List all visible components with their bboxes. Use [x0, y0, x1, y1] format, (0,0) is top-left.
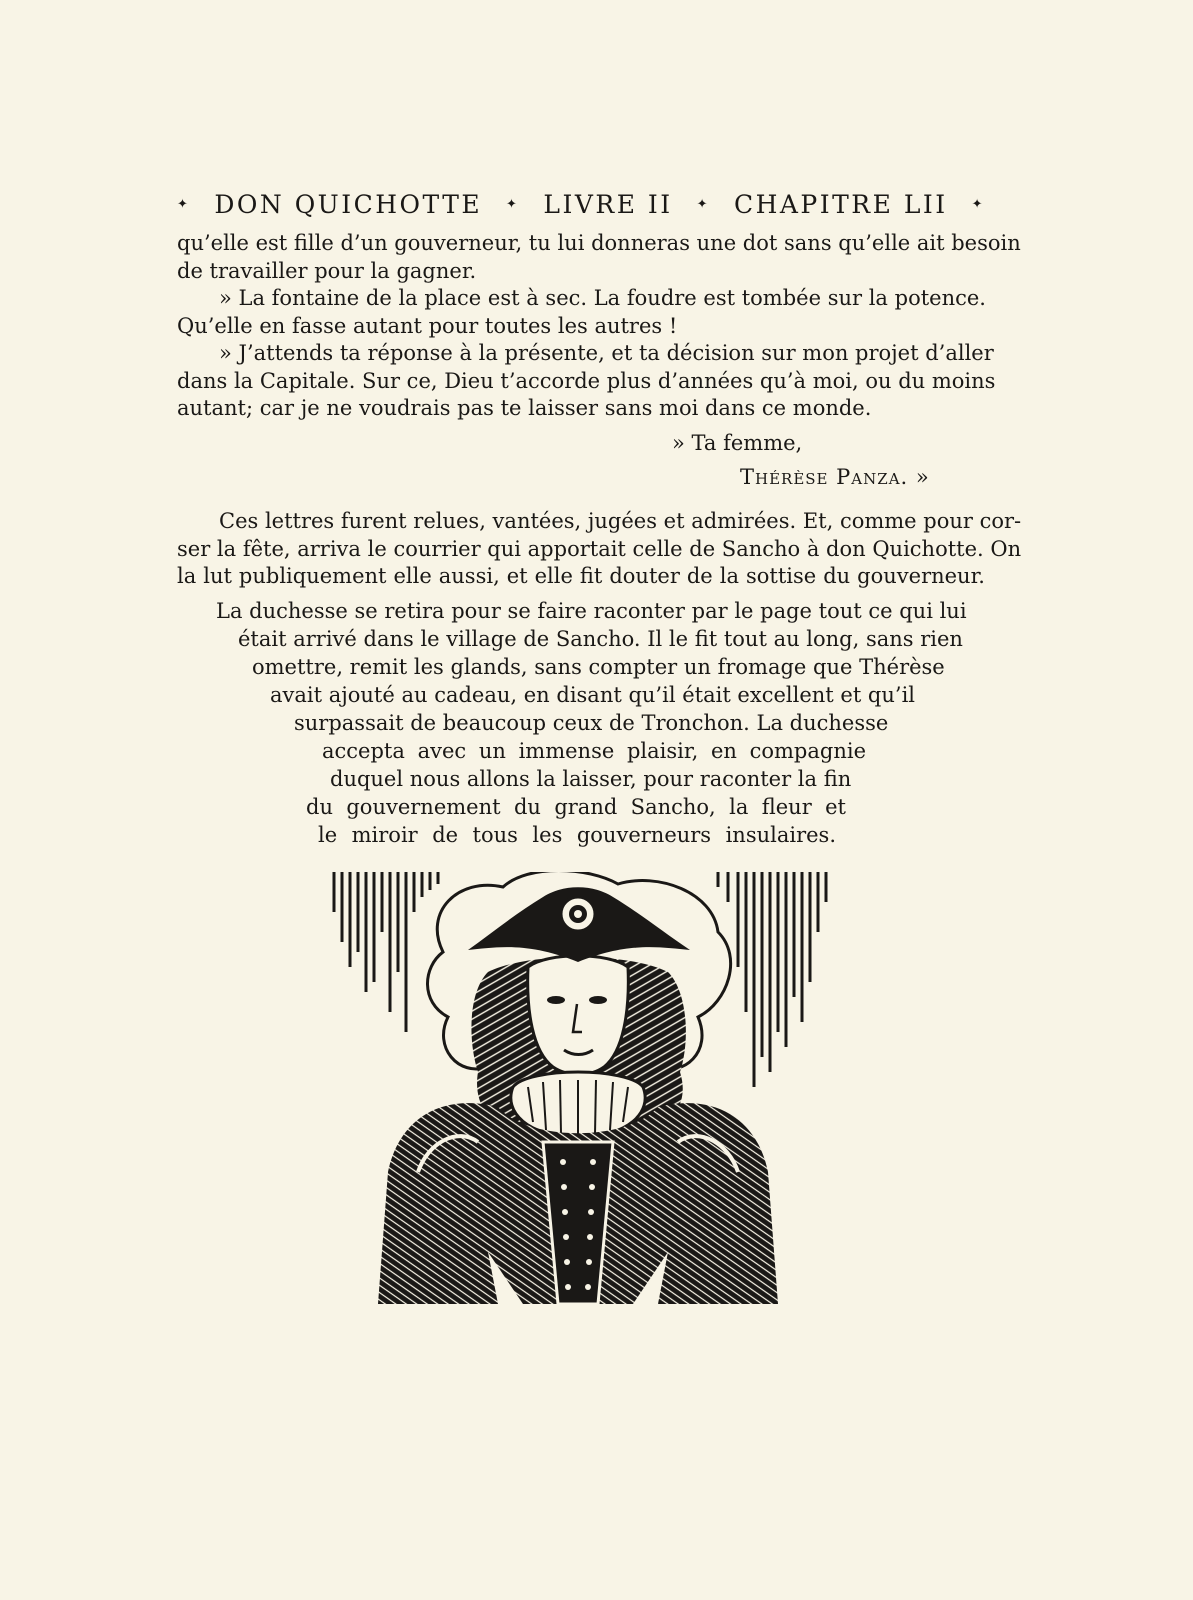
letter-text [177, 230, 1021, 423]
tapered-line: était arrivé dans le village de Sancho. Il le fit tout au long, sans rien [238, 627, 963, 651]
header-title: DON QUICHOTTE [214, 190, 483, 219]
text-line: qu’elle est fille d’un gouverneur, tu lui donneras une dot sans qu’elle ait besoin [177, 231, 1021, 255]
text-line: dans la Capitale. Sur ce, Dieu t’accorde plus d’années qu’à moi, ou du moins [177, 368, 996, 393]
letter-closing: » Ta femme, [672, 431, 803, 455]
curtain-left [334, 872, 438, 1032]
ornament-diamond: ✦ [696, 197, 711, 212]
text-line: autant; car je ne voudrais pas te laisser sans moi dans ce monde. [177, 396, 872, 420]
text-line: la lut publiquement elle aussi, et elle fit douter de la sottise du gouverneur. [177, 564, 985, 588]
face [528, 956, 629, 1075]
narrative-text [177, 508, 1022, 591]
tapered-line: omettre, remit les glands, sans compter un fromage que Thérèse [252, 655, 945, 679]
text-line: Ces lettres furent relues, vantées, jugées et admirées. Et, comme pour cor- [219, 509, 1022, 533]
header-book: LIVRE II [543, 190, 673, 219]
text-line: » J’attends ta réponse à la présente, et ta décision sur mon projet d’aller [219, 341, 994, 365]
tapered-line: duquel nous allons la laisser, pour raconter la fin [330, 767, 852, 791]
text-line: ser la fête, arriva le courrier qui apportait celle de Sancho à don Quichotte. On [177, 536, 1022, 561]
tapered-line: La duchesse se retira pour se faire raconter par le page tout ce qui lui [216, 599, 967, 623]
header-chapter: CHAPITRE LII [733, 190, 948, 219]
ornament-diamond: ✦ [177, 197, 191, 212]
tapered-line: du gouvernement du grand Sancho, la fleur et [306, 795, 846, 819]
ornament-diamond: ✦ [971, 197, 985, 212]
tapered-line: accepta avec un immense plaisir, en compagnie [322, 739, 866, 763]
text-line: de travailler pour la gagner. [177, 258, 477, 283]
tapered-line: surpassait de beaucoup ceux de Tronchon. La duchesse [294, 711, 889, 735]
tapered-line: avait ajouté au cadeau, en disant qu’il était excellent et qu’il [270, 683, 916, 707]
text-line: Qu’elle en fasse autant pour toutes les autres ! [177, 313, 678, 338]
running-header [177, 190, 985, 219]
woodcut-illustration [328, 872, 832, 1304]
curtain-right [718, 872, 826, 1087]
letter-signature: Thérèse Panza. » [740, 465, 930, 489]
ornament-diamond: ✦ [506, 197, 520, 212]
tapered-line: le miroir de tous les gouverneurs insulaires. [318, 823, 836, 847]
text-line: » La fontaine de la place est à sec. La foudre est tombée sur la potence. [219, 286, 986, 310]
